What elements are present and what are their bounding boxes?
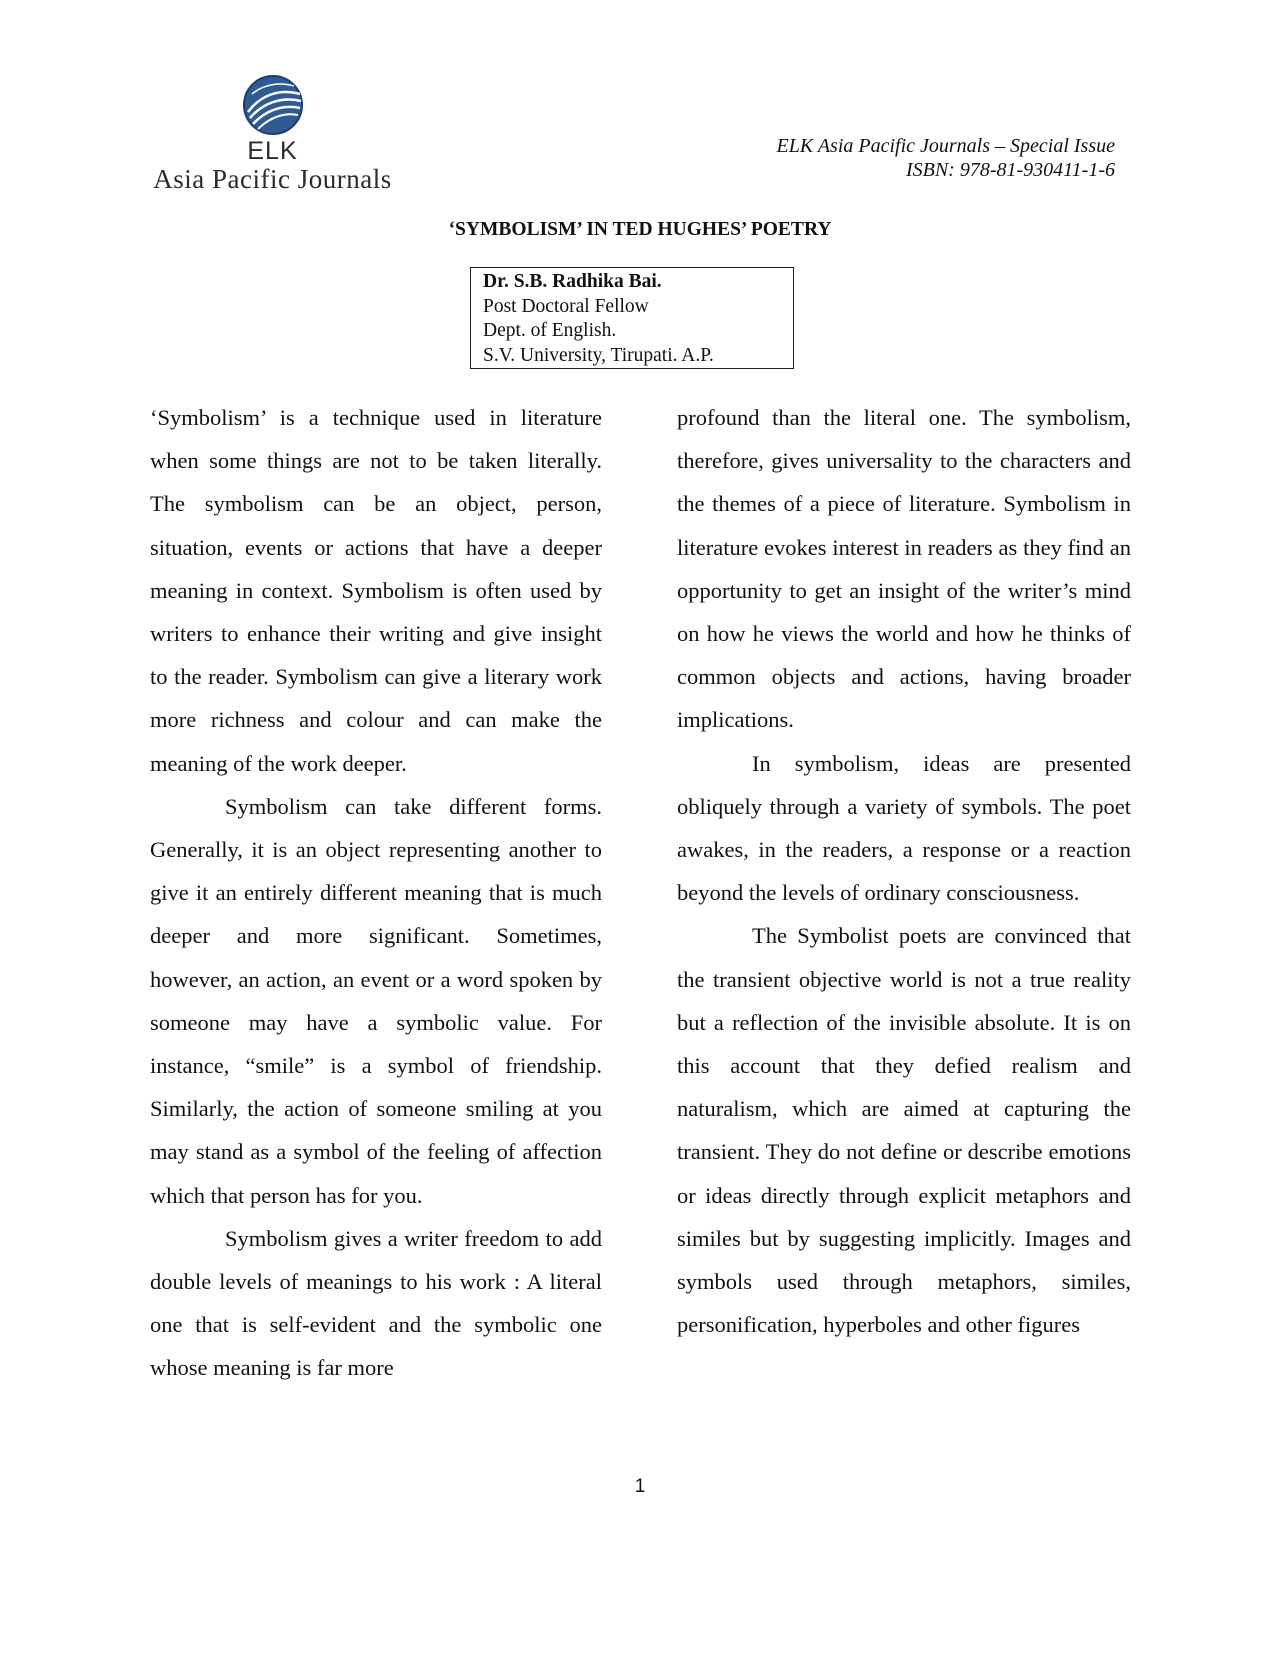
paragraph: profound than the literal one. The symbolism, therefore, gives universality to the characters and the themes of a piece of literature. Symbolism in literature evokes interest in readers as they find an opportunity to get an insight of the writer’s mind on how he views the world and how he thinks of common objects and actions, having broader implications. [677,405,1131,733]
journal-logo [150,74,395,204]
author-box [470,267,794,369]
paragraph: ‘Symbolism’ is a technique used in literature when some things are not to be taken literally. The symbolism can be an object, person, situation, events or actions that have a deeper meaning in context. Symbolism is often used by writers to enhance their writing and give insight to the reader. Symbolism can give a literary work more richness and colour and can make the meaning of the work deeper. [150,405,602,776]
article-title: ‘SYMBOLISM’ IN TED HUGHES’ POETRY [448,219,832,240]
body-column-left [150,396,602,1390]
author-department: Dept. of English. [483,320,617,341]
globe-logo-icon [242,74,304,136]
journal-header [777,134,1116,182]
logo-subtitle-text: Asia Pacific Journals [153,164,392,194]
paragraph: Symbolism gives a writer freedom to add double levels of meanings to his work : A literal one that is self-evident and the symbolic one whose meaning is far more [150,1225,602,1381]
author-institution: S.V. University, Tirupati. A.P. [483,344,714,366]
author-position: Post Doctoral Fellow [483,295,649,317]
paragraph: In symbolism, ideas are presented obliquely through a variety of symbols. The poet awakes, in the readers, a response or a reaction beyond the levels of ordinary consciousness. [677,750,1131,906]
logo-brand-text: ELK [247,137,298,165]
body-column-right [677,396,1131,1346]
journal-issue-line: ELK Asia Pacific Journals – Special Issue [776,135,1115,157]
isbn-line: ISBN: 978-81-930411-1-6 [905,159,1115,181]
paragraph: Symbolism can take different forms. Generally, it is an object representing another to give it an entirely different meaning that is much deeper and more significant. Sometimes, however, an action, an event or a word spoken by someone may have a symbolic value. For instance, “smile” is a symbol of friendship. Similarly, the action of someone smiling at you may stand as a symbol of the feeling of affection which that person has for you. [150,793,602,1208]
author-name: Dr. S.B. Radhika Bai. [483,271,662,292]
paragraph: The Symbolist poets are convinced that the transient objective world is not a true reality but a reflection of the invisible absolute. It is on this account that they defied realism and naturalism, which are aimed at capturing the transient. They do not define or describe emotions or ideas directly through explicit metaphors and similes but by suggesting implicitly. Images and symbols used through metaphors, similes, personification, hyperboles and other figures [677,923,1131,1338]
page-number: 1 [634,1476,646,1497]
